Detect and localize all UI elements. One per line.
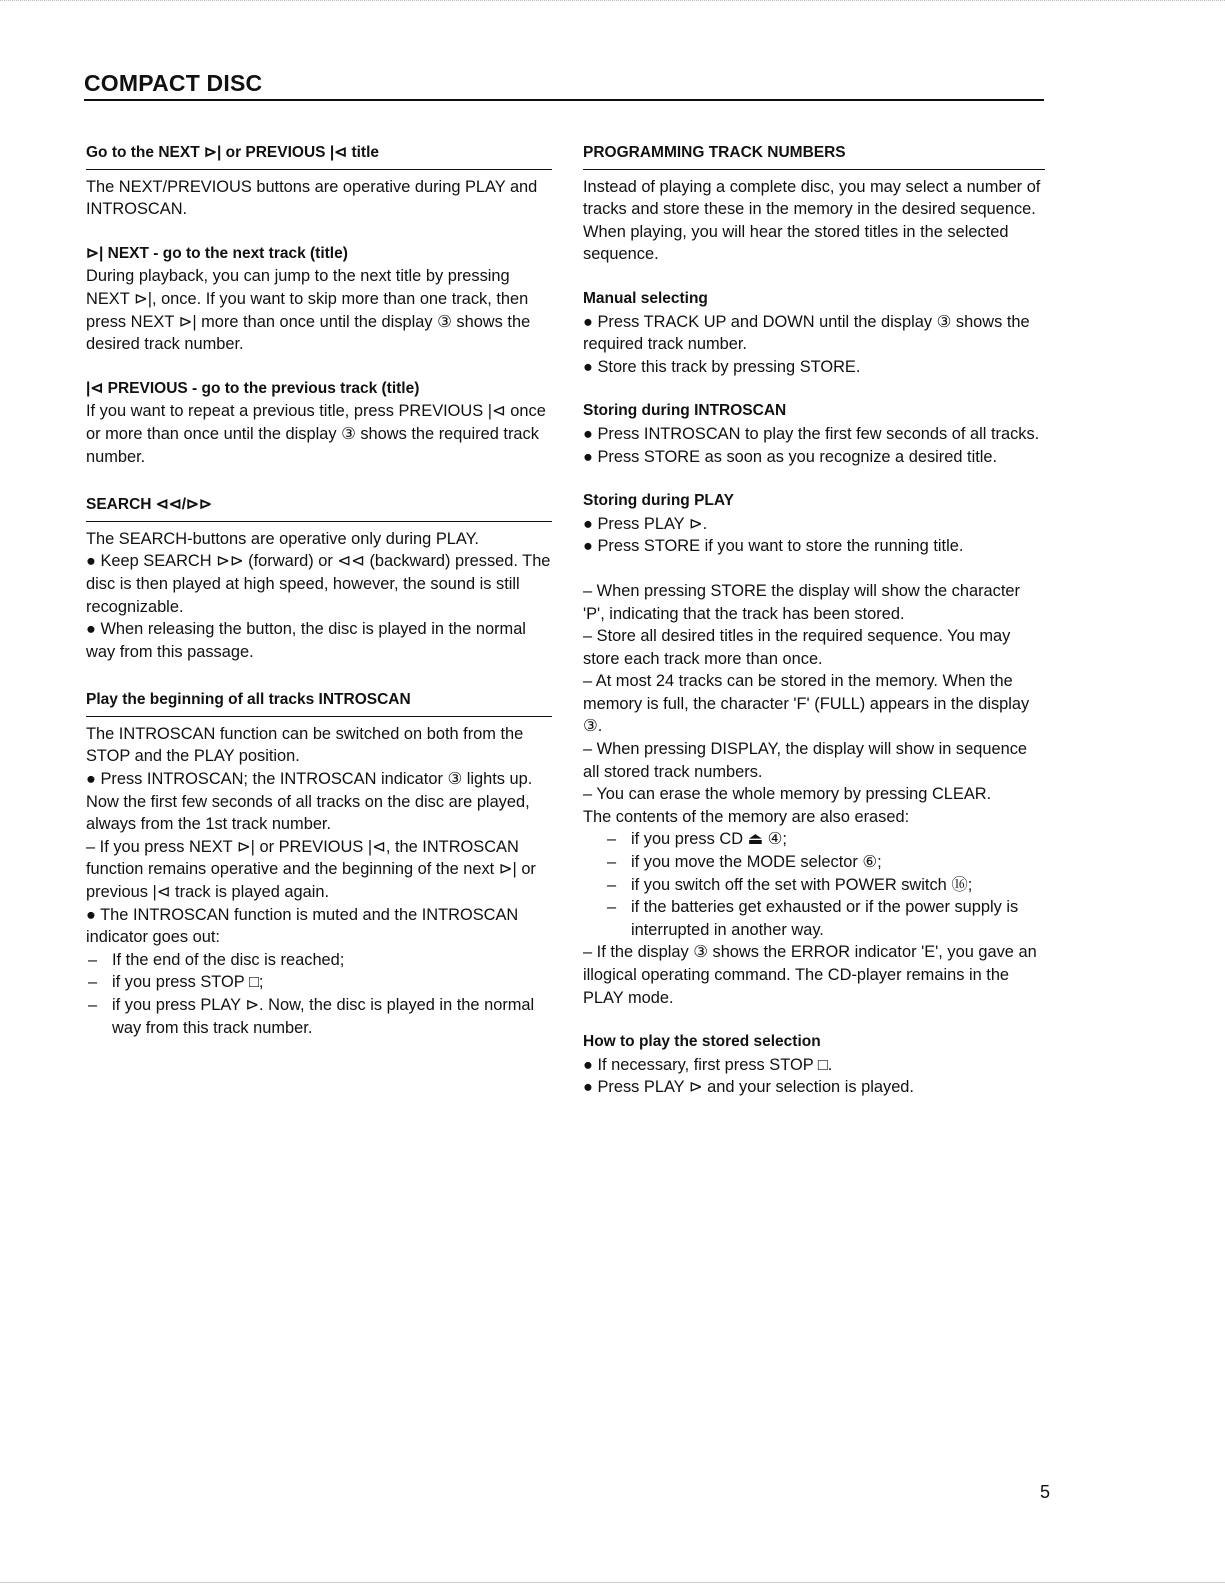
- storing-introscan-subheading: Storing during INTROSCAN: [583, 402, 787, 420]
- introscan-para-4: ● The INTROSCAN function is muted and the INTROSCAN indicator goes out:: [86, 905, 519, 947]
- list-item: – If the end of the disc is reached;: [86, 949, 552, 972]
- list-item: – if you press STOP □;: [86, 971, 552, 994]
- programming-intro: Instead of playing a complete disc, you may select a number of tracks and store these in the memory in the desired sequence. When playing, you will hear the stored titles in the selected sequence.: [583, 177, 1041, 264]
- search-para-1: The SEARCH-buttons are operative only during PLAY.: [86, 529, 479, 548]
- search-para-2: ● Keep SEARCH ⊳⊳ (forward) or ⊲⊲ (backward) pressed. The disc is then played at high speed, however, the sound is still recognizable.: [86, 552, 551, 616]
- how-to-play-para-1: ● If necessary, first press STOP □.: [583, 1055, 833, 1074]
- erase-intro: The contents of the memory are also erased:: [583, 807, 910, 826]
- title-rule: [84, 99, 1044, 101]
- list-item: – if the batteries get exhausted or if the power supply is interrupted in another way.: [583, 896, 1045, 941]
- previous-subheading: |⊲ PREVIOUS - go to the previous track (title): [86, 379, 420, 397]
- note-5: – You can erase the whole memory by pressing CLEAR.: [583, 785, 992, 804]
- search-para-3: ● When releasing the button, the disc is played in the normal way from this passage.: [86, 620, 526, 661]
- storing-play-para-2: ● Press STORE if you want to store the running title.: [583, 537, 964, 556]
- erase-list: [583, 828, 1045, 941]
- storing-play-subheading: Storing during PLAY: [583, 492, 734, 510]
- section-programming-heading: PROGRAMMING TRACK NUMBERS: [583, 142, 1045, 170]
- section-next-previous-heading: Go to the NEXT ⊳| or PREVIOUS |⊲ title: [86, 142, 552, 170]
- note-3: – At most 24 tracks can be stored in the memory. When the memory is full, the character 'F' (FULL) appears in the display ③.: [583, 672, 1030, 736]
- scan-edge-top: [0, 0, 1225, 11]
- list-item: – if you move the MODE selector ⑥;: [583, 851, 1045, 874]
- how-to-play-para-2: ● Press PLAY ⊳ and your selection is played.: [583, 1078, 914, 1097]
- note-1: – When pressing STORE the display will show the character 'P', indicating that the track has been stored.: [583, 581, 1020, 623]
- page-title: COMPACT DISC: [84, 70, 263, 96]
- error-note: – If the display ③ shows the ERROR indicator 'E', you gave an illogical operating command. The CD-player remains in the PLAY mode.: [583, 943, 1037, 1007]
- next-previous-intro: The NEXT/PREVIOUS buttons are operative during PLAY and INTROSCAN.: [86, 177, 538, 219]
- next-subheading: ⊳| NEXT - go to the next track (title): [86, 244, 348, 262]
- page-number: 5: [1040, 1482, 1051, 1502]
- storing-play-para-1: ● Press PLAY ⊳.: [583, 514, 708, 533]
- note-2: – Store all desired titles in the required sequence. You may store each track more than once.: [583, 627, 1011, 668]
- manual-para-2: ● Store this track by pressing STORE.: [583, 357, 861, 376]
- introscan-para-3: – If you press NEXT ⊳| or PREVIOUS |⊲, the INTROSCAN function remains operative and the beginning of the next ⊳| or previous |⊲ track is played again.: [86, 837, 536, 902]
- introscan-para-2: ● Press INTROSCAN; the INTROSCAN indicator ③ lights up. Now the first few seconds of all tracks on the disc are played, always from the 1st track number.: [86, 770, 533, 834]
- right-column: [583, 142, 1045, 1099]
- storing-introscan-para-1: ● Press INTROSCAN to play the first few seconds of all tracks.: [583, 424, 1040, 443]
- list-item: – if you press CD ⏏ ④;: [583, 828, 1045, 851]
- list-item: – if you press PLAY ⊳. Now, the disc is played in the normal way from this track number.: [86, 994, 552, 1039]
- storing-introscan-para-2: ● Press STORE as soon as you recognize a desired title.: [583, 447, 998, 466]
- introscan-list: [86, 949, 552, 1039]
- how-to-play-subheading: How to play the stored selection: [583, 1033, 821, 1051]
- introscan-para-1: The INTROSCAN function can be switched on both from the STOP and the PLAY position.: [86, 724, 524, 766]
- section-search-heading: SEARCH ⊲⊲/⊳⊳: [86, 494, 552, 522]
- list-item: – if you switch off the set with POWER switch ⑯;: [583, 874, 1045, 897]
- scan-edge-bottom: [0, 1572, 1225, 1583]
- left-column: [86, 142, 552, 1039]
- section-introscan-heading: Play the beginning of all tracks INTROSCAN: [86, 689, 552, 717]
- next-text: During playback, you can jump to the next title by pressing NEXT ⊳|, once. If you want to skip more than one track, then press NEXT ⊳| more than once until the display ③ shows the desired track number.: [86, 267, 531, 354]
- manual-para-1: ● Press TRACK UP and DOWN until the display ③ shows the required track number.: [583, 312, 1030, 354]
- note-4: – When pressing DISPLAY, the display will show in sequence all stored track numbers.: [583, 740, 1028, 781]
- manual-selecting-subheading: Manual selecting: [583, 289, 708, 307]
- previous-text: If you want to repeat a previous title, press PREVIOUS |⊲ once or more than once until the display ③ shows the required track number.: [86, 402, 546, 466]
